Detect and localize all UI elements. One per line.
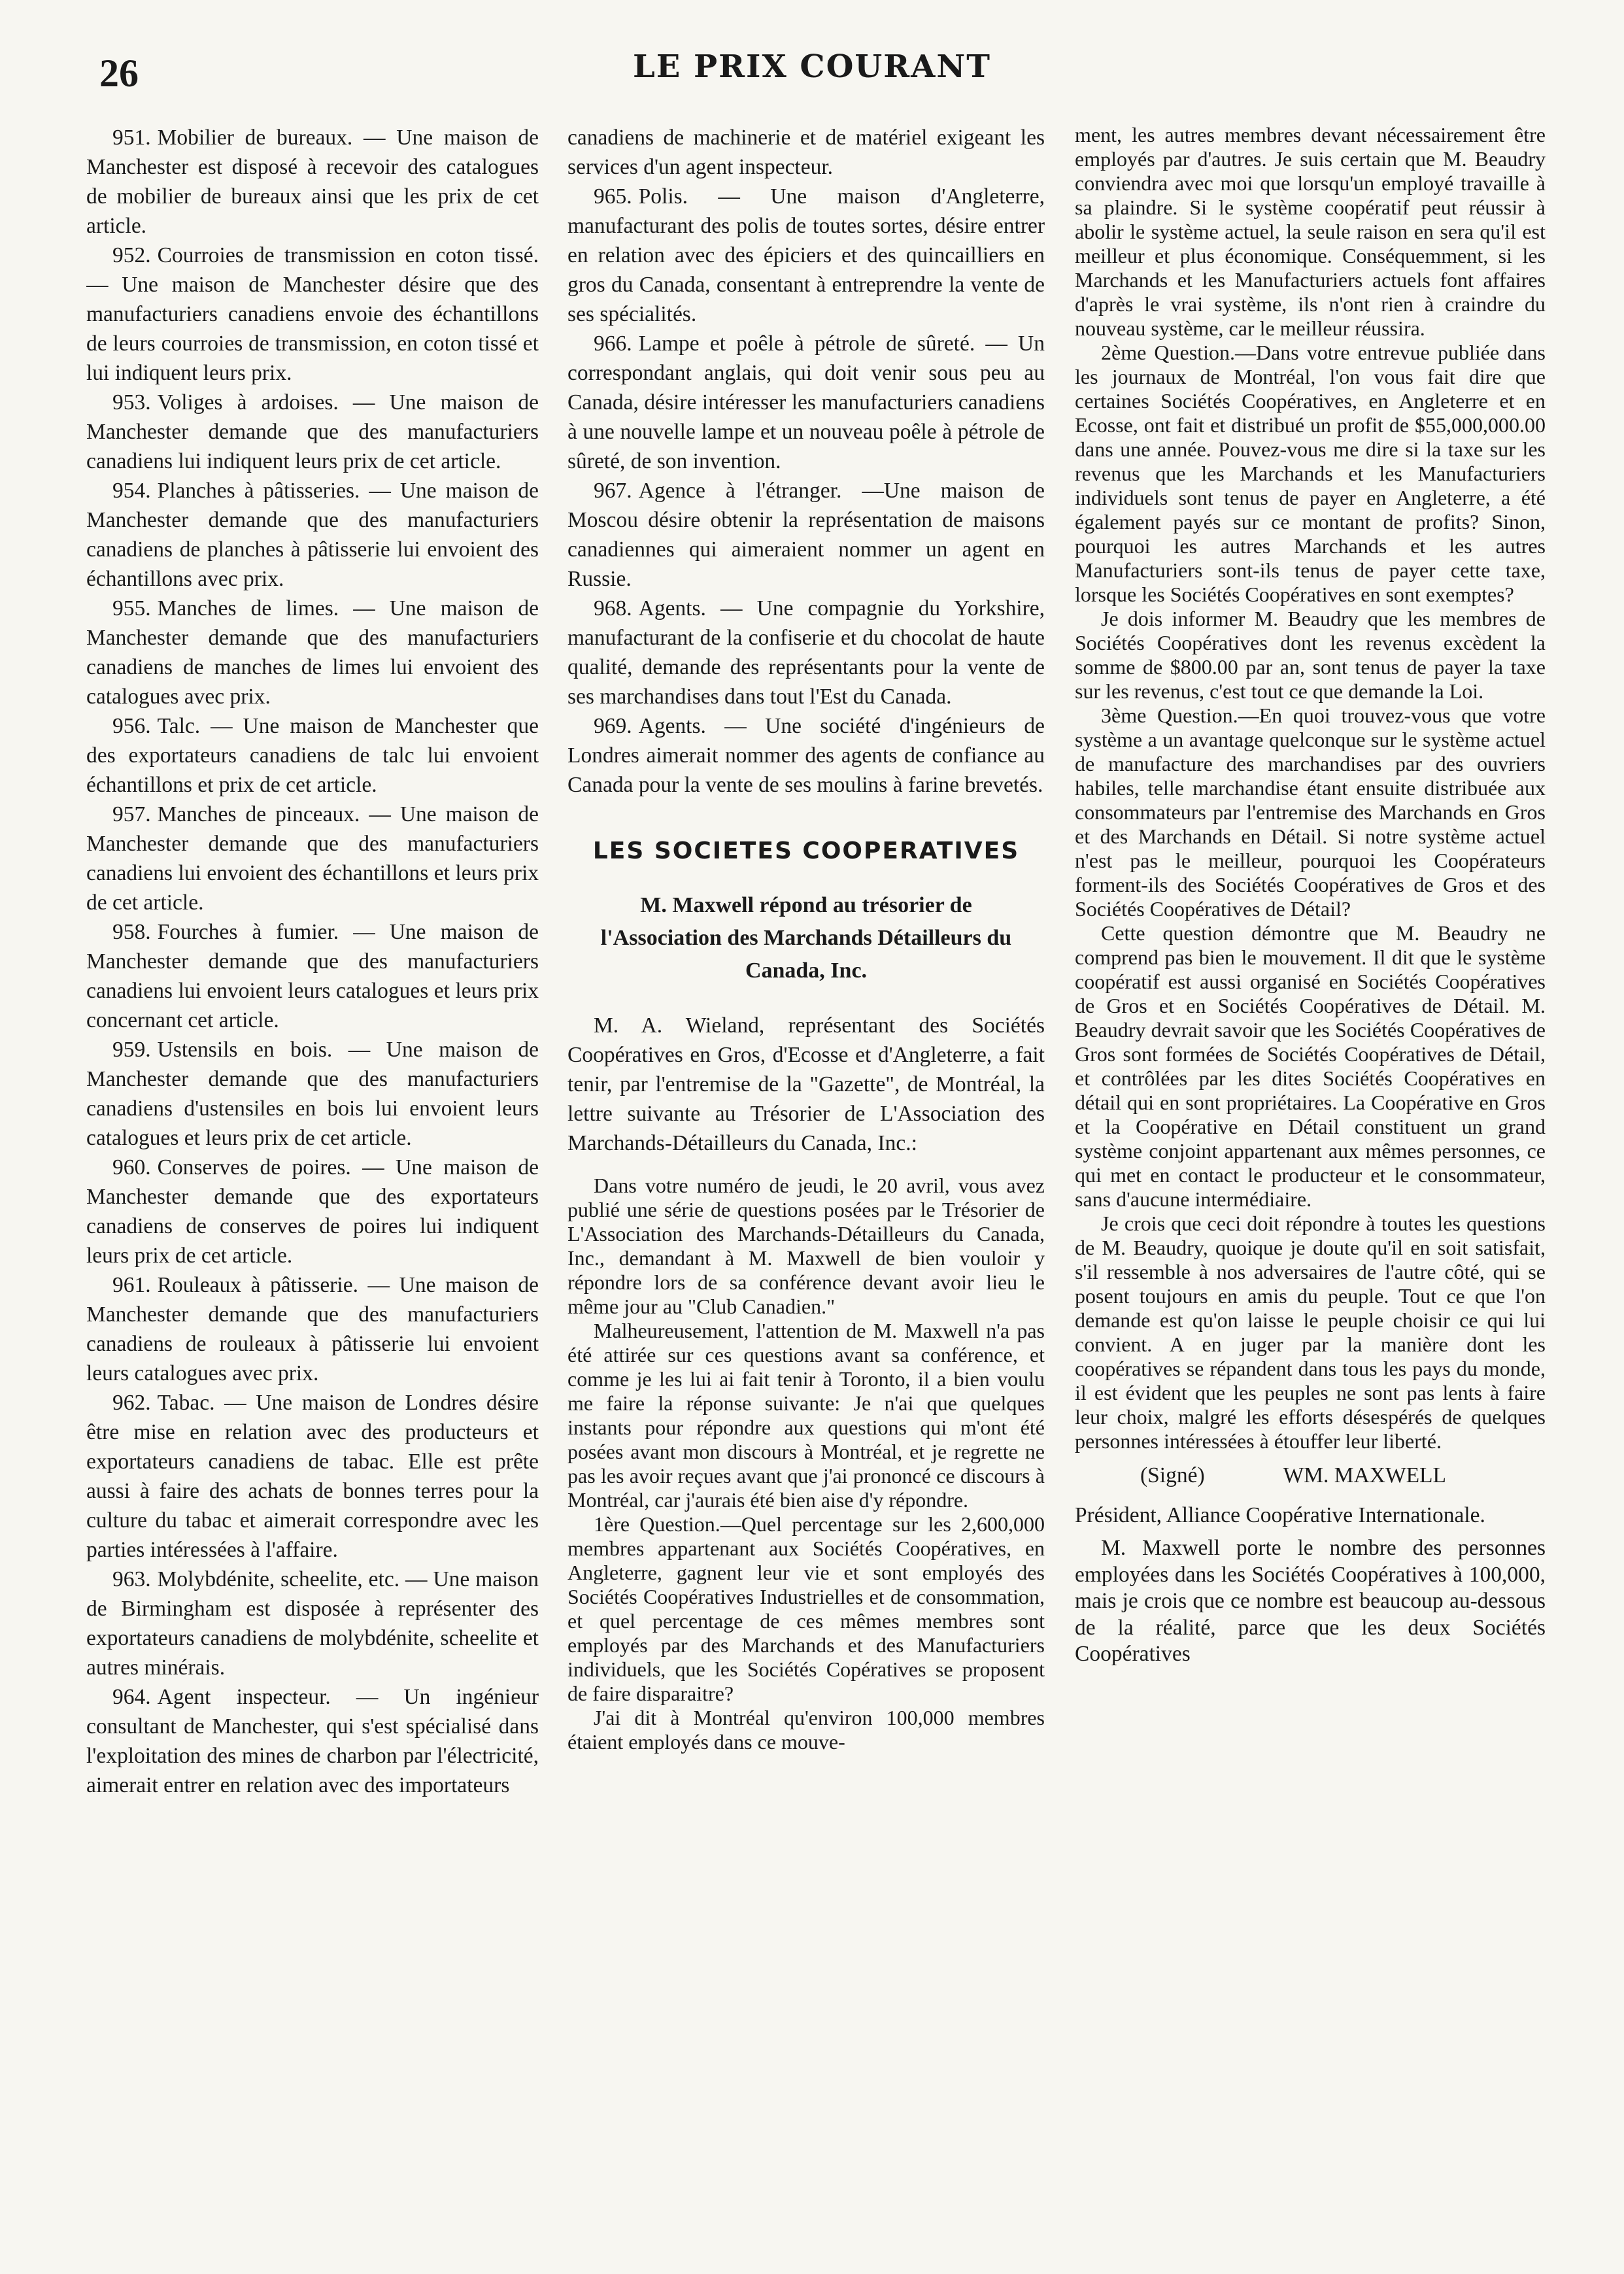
letter-paragraph: ment, les autres membres devant nécessairement être employés par d'autres. Je suis certain que M. Beaudry conviendra avec moi que lorsqu'un employé travaille à sa plaindre. Si le système coopératif peut réussir à abolir le système actuel, la seule raison en sera qu'il est meilleur et plus économique. Conséquemment, si les Marchands et les Manufacturiers actuels font affaires d'après le vrai système, ils n'ont rien à craindre du nouveau système, car le meilleur réussira. <box>1075 123 1546 340</box>
entry-continuation: canadiens de machinerie et de matériel exigeant les services d'un agent inspecteur. <box>567 126 1045 179</box>
classified-entry <box>86 594 539 711</box>
classified-entry <box>86 476 539 594</box>
page-header <box>0 39 1624 98</box>
page-number: 26 <box>99 52 139 95</box>
entry-text: Planches à pâtisseries. — Une maison de Manchester demande que des manufacturiers canadiens de planches à pâtisserie lui envoient des échantillons avec prix. <box>86 479 539 591</box>
signature-label: (Signé) <box>1140 1463 1205 1487</box>
entry-text: Mobilier de bureaux. — Une maison de Manchester est disposé à recevoir des catalogues de mobilier de bureaux ainsi que les prix de cet article. <box>86 126 539 238</box>
letter-body <box>567 1174 1045 1754</box>
entry-number: 969. <box>594 714 632 738</box>
entry-number: 965. <box>594 184 632 209</box>
classified-entry <box>86 1565 539 1682</box>
entry-text: Tabac. — Une maison de Londres désire être mise en relation avec des producteurs et exportateurs canadiens de tabac. Elle est prête aussi à faire des achats de bonnes terres pour la culture du tabac et aimerait correspondre avec les parties intéressées à l'affaire. <box>86 1391 539 1562</box>
letter-paragraph: Je crois que ceci doit répondre à toutes les questions de M. Beaudry, quoique je doute qu'il en soit satisfait, s'il ressemble à nos adversaires de l'autre côté, qui se posent toujours en amis du peuple. Tout ce que l'on demande est qu'on laisse le peuple choisir ce qui lui convient. A en juger par la manière dont les coopératives se répandent dans tous les pays du monde, il est évident que les peuples ne sont pas lents à faire leur choix, malgré les efforts désespérés de quelques personnes intéressées à étouffer leur liberté. <box>1075 1212 1546 1453</box>
column-2 <box>567 123 1045 2228</box>
classified-entry <box>86 1388 539 1565</box>
entry-text: Conserves de poires. — Une maison de Manchester demande que des exportateurs canadiens de conserves de poires lui indiquent leurs prix de cet article. <box>86 1155 539 1268</box>
section-title: LES SOCIETES COOPERATIVES <box>592 838 1020 864</box>
entry-text: Manches de pinceaux. — Une maison de Manchester demande que des manufacturiers canadiens lui envoient des échantillons et leurs prix de cet article. <box>86 802 539 915</box>
classified-entry <box>567 329 1045 476</box>
classified-entry <box>86 388 539 476</box>
entry-number: 956. <box>112 714 151 738</box>
classified-entry <box>567 182 1045 329</box>
classified-entry <box>86 1153 539 1270</box>
letter-paragraph: J'ai dit à Montréal qu'environ 100,000 membres étaient employés dans ce mouve- <box>567 1706 1045 1754</box>
signature <box>1075 1463 1546 1489</box>
entry-text: Lampe et poêle à pétrole de sûreté. — Un correspondant anglais, qui doit venir sous peu au Canada, désire intéresser les manufacturiers canadiens à une nouvelle lampe et un nouveau poêle à pétrole de sûreté, de son invention. <box>567 331 1045 473</box>
journal-title: LE PRIX COURANT <box>632 48 992 85</box>
classified-entry <box>86 241 539 388</box>
entry-number: 951. <box>112 126 151 150</box>
entry-number: 954. <box>112 479 151 503</box>
entry-number: 963. <box>112 1567 151 1591</box>
entry-number: 962. <box>112 1391 151 1415</box>
entry-text: Fourches à fumier. — Une maison de Manchester demande que des manufacturiers canadiens lui envoient leurs catalogues et leurs prix concernant cet article. <box>86 920 539 1032</box>
classified-entry <box>567 476 1045 594</box>
letter-paragraph: Dans votre numéro de jeudi, le 20 avril, vous avez publié une série de questions posées par le Trésorier de L'Association des Marchands-Détailleurs du Canada, Inc., demandant à M. Maxwell de bien vouloir y répondre lors de sa conférence devant avoir lieu le même jour au "Club Canadien." <box>567 1174 1045 1318</box>
letter-paragraph: 3ème Question.—En quoi trouvez-vous que votre système a un avantage quelconque sur le système actuel de manufacture des marchandises par des ouvriers habiles, telle marchandise étant ensuite distribuée aux consommateurs par l'entremise des Marchands en Gros et des Marchands en Détail. Si notre système actuel n'est pas le meilleur, pourquoi les Coopérateurs forment-ils des Sociétés Coopératives de Gros et des Sociétés Coopératives de Détail? <box>1075 704 1546 921</box>
letter-paragraph: Malheureusement, l'attention de M. Maxwell n'a pas été attirée sur ces questions avant sa conférence, et comme je les lui ai fait tenir à Toronto, il a bien voulu me faire la réponse suivante: Je n'ai que quelques instants pour répondre aux questions qui m'ont été posées avant mon discours à Montréal, et je regrette ne pas les avoir reçues avant que j'ai prononcé ce discours à Montréal, car j'aurais été bien aise d'y répondre. <box>567 1319 1045 1512</box>
classified-entry <box>86 1682 539 1800</box>
letter-paragraph: Je dois informer M. Beaudry que les membres de Sociétés Coopératives dont les revenus excèdent la somme de $800.00 par an, sont tenus de payer la taxe sur les revenus, c'est tout ce que demande la Loi. <box>1075 607 1546 703</box>
entry-text: Agents. — Une compagnie du Yorkshire, manufacturant de la confiserie et du chocolat de haute qualité, demande des représentants pour la vente de ses marchandises dans tout l'Est du Canada. <box>567 596 1045 709</box>
signer-name: WM. MAXWELL <box>1283 1463 1446 1487</box>
entry-number: 955. <box>112 596 151 620</box>
entry-text: Ustensils en bois. — Une maison de Manchester demande que des manufacturiers canadiens d'ustensiles en bois lui envoient leurs catalogues et leurs prix de cet article. <box>86 1038 539 1150</box>
column-1 <box>86 123 539 2228</box>
entry-number: 964. <box>112 1685 151 1709</box>
classified-entry <box>567 711 1045 800</box>
intro-paragraph: M. A. Wieland, représentant des Sociétés Coopératives en Gros, d'Ecosse et d'Angleterre, a fait tenir, par l'entremise de la "Gazette", de Montréal, la lettre suivante au Trésorier de L'Association des Marchands-Détailleurs du Canada, Inc.: <box>567 1013 1045 1155</box>
entry-number: 968. <box>594 596 632 620</box>
entry-text: Agence à l'étranger. —Une maison de Moscou désire obtenir la représentation de maisons canadiennes qui aimeraient nommer un agent en Russie. <box>567 479 1045 591</box>
classified-entry <box>86 1270 539 1388</box>
entry-text: Talc. — Une maison de Manchester que des exportateurs canadiens de talc lui envoient échantillons et prix de cet article. <box>86 714 539 797</box>
entry-text: Voliges à ardoises. — Une maison de Manchester demande que des manufacturiers canadiens lui indiquent leurs prix de cet article. <box>86 390 539 473</box>
classified-entry <box>86 1035 539 1153</box>
classified-entry <box>86 711 539 800</box>
classified-entry <box>86 800 539 917</box>
classified-entry <box>86 123 539 241</box>
entry-text: Agent inspecteur. — Un ingénieur consultant de Manchester, qui s'est spécialisé dans l'exploitation des mines de charbon par l'électricité, aimerait entrer en relation avec des importateurs <box>86 1685 539 1797</box>
entry-number: 966. <box>594 331 632 356</box>
entry-text: Molybdénite, scheelite, etc. — Une maison de Birmingham est disposée à représenter des exportateurs canadiens de molybdénite, scheelite et autres minérais. <box>86 1567 539 1680</box>
entry-number: 952. <box>112 243 151 267</box>
entry-number: 958. <box>112 920 151 944</box>
entry-text: Courroies de transmission en coton tissé. — Une maison de Manchester désire que des manufacturiers canadiens envoie des échantillons de leurs courroies de transmission, en coton tissé et lui indiquent leurs prix. <box>86 243 539 385</box>
signer-title: Président, Alliance Coopérative Internationale. <box>1075 1502 1485 1527</box>
letter-paragraph: 1ère Question.—Quel percentage sur les 2,600,000 membres appartenant aux Sociétés Coopératives, en Angleterre, gagnent leur vie et sont employés des Sociétés Coopératives Industrielles et de consommation, et quel percentage de ces mêmes membres sont employés par des Marchands et des Manufacturiers individuels, que les Sociétés Copératives se proposent de faire disparaitre? <box>567 1512 1045 1705</box>
entry-text: Agents. — Une société d'ingénieurs de Londres aimerait nommer des agents de confiance au Canada pour la vente de ses moulins à farine brevetés. <box>567 714 1045 797</box>
entry-text: Polis. — Une maison d'Angleterre, manufacturant des polis de toutes sortes, désire entrer en relation avec des épiciers et des quincailliers en gros du Canada, consentant à entreprendre la vente de ses spécialités. <box>567 184 1045 326</box>
entry-number: 967. <box>594 479 632 503</box>
entry-number: 961. <box>112 1273 151 1297</box>
entry-number: 953. <box>112 390 151 415</box>
section-subtitle: M. Maxwell répond au trésorier de l'Association des Marchands Détailleurs du Canada, Inc. <box>600 893 1012 983</box>
column-3 <box>1075 123 1546 2228</box>
entry-number: 960. <box>112 1155 151 1179</box>
letter-paragraph: Cette question démontre que M. Beaudry ne comprend pas bien le mouvement. Il dit que le système coopératif est aussi organisé en Sociétés Coopératives de Gros et en Sociétés Coopératives de Détail. M. Beaudry devrait savoir que les Sociétés Coopératives de Gros sont formées de Sociétés Coopératives de Détail, et contrôlées par les dites Sociétés Coopératives en détail qui en sont propriétaires. La Coopérative en Gros et la Coopérative en Détail constituent un grand système conjoint appartenant aux mêmes personnes, ce qui met en contact le producteur et le consommateur, sans d'aucune intermédiaire. <box>1075 921 1546 1211</box>
entry-number: 959. <box>112 1038 151 1062</box>
classified-entry <box>567 594 1045 711</box>
classified-entry <box>86 917 539 1035</box>
letter-paragraph: 2ème Question.—Dans votre entrevue publiée dans les journaux de Montréal, l'on vous fait dire que certaines Sociétés Coopératives, en Angleterre et en Ecosse, ont fait et distribué un profit de $55,000,000.00 dans une année. Pouvez-vous me dire si la taxe sur les revenus que les Marchands et les Manufacturiers individuels sont tenus de payer en Angleterre, a été également payés sur ce montant de profits? Sinon, pourquoi les autres Marchands et les autres Manufacturiers sont-ils tenus de payer cette taxe, lorsque les Sociétés Coopératives en sont exemptes? <box>1075 341 1546 606</box>
letter-body-continued <box>1075 123 1546 1453</box>
entry-text: Rouleaux à pâtisserie. — Une maison de Manchester demande que des manufacturiers canadiens de rouleaux à pâtisserie lui envoient leurs catalogues avec prix. <box>86 1273 539 1385</box>
entry-text: Manches de limes. — Une maison de Manchester demande que des manufacturiers canadiens de manches de limes lui envoient des catalogues avec prix. <box>86 596 539 709</box>
entry-number: 957. <box>112 802 151 826</box>
closing-paragraph: M. Maxwell porte le nombre des personnes employées dans les Sociétés Coopératives à 100,000, mais je crois que ce nombre est beaucoup au-dessous de la réalité, parce que les deux Sociétés Coopératives <box>1075 1536 1546 1666</box>
